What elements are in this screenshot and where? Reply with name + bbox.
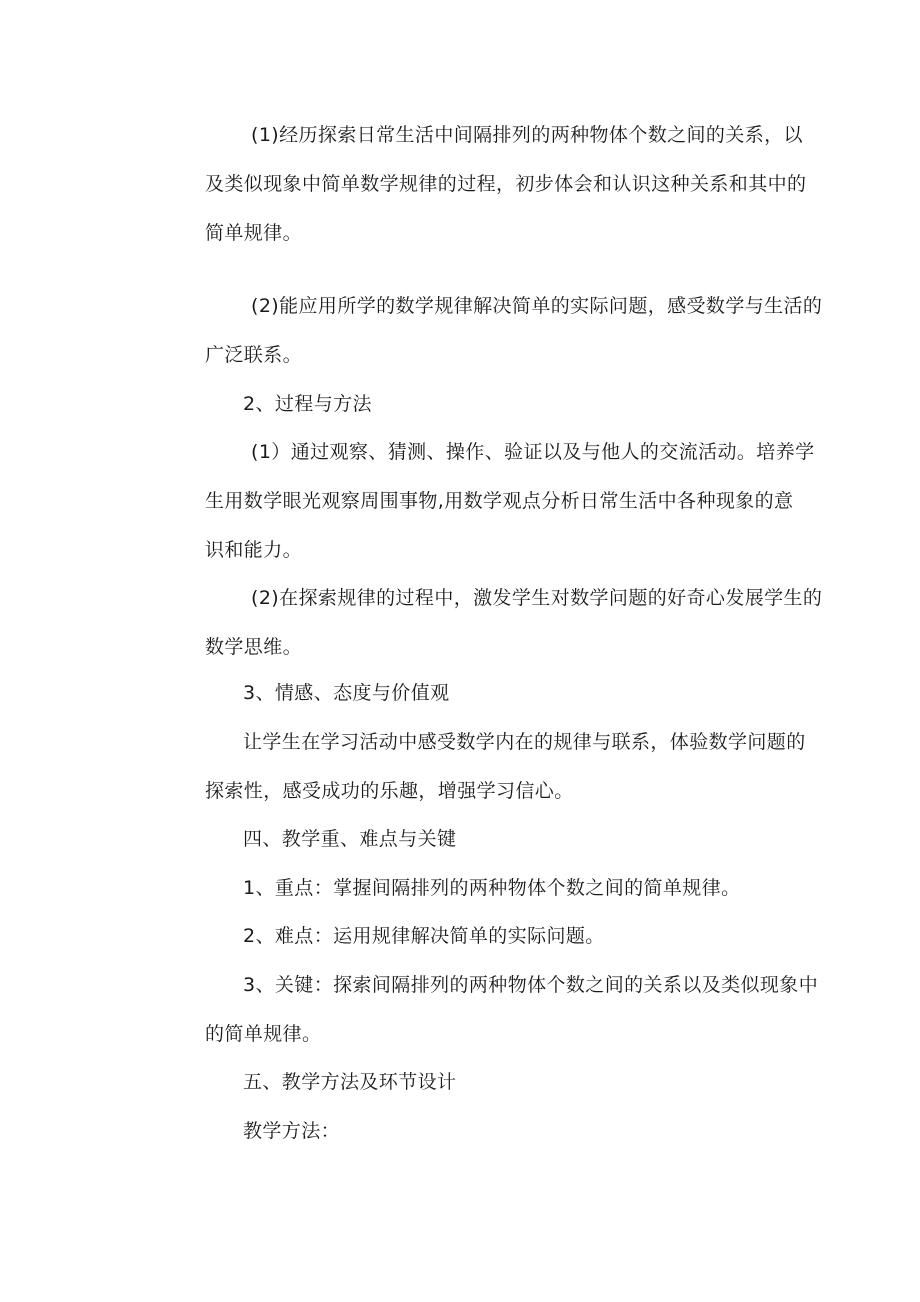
text-line: (1）通过观察、猜测、操作、验证以及与他人的交流活动。培养学 bbox=[251, 441, 815, 463]
paragraph-focus bbox=[205, 864, 835, 913]
heading-text: 四、教学重、难点与关键 bbox=[243, 828, 457, 850]
paragraph-teaching-method-label bbox=[205, 1107, 835, 1156]
section-heading-key-points bbox=[205, 815, 835, 864]
paragraph-process-2 bbox=[205, 574, 835, 672]
text-line: 让学生在学习活动中感受数学内在的规律与联系，体验数学问题的 bbox=[243, 731, 806, 753]
text-line: (1)经历探索日常生活中间隔排列的两种物体个数之间的关系，以 bbox=[251, 124, 803, 146]
section-heading-process-method bbox=[205, 380, 835, 429]
text-line: 及类似现象中简单数学规律的过程，初步体会和认识这种关系和其中的 bbox=[205, 173, 807, 195]
section-heading-teaching-method bbox=[205, 1058, 835, 1107]
heading-text: 2、过程与方法 bbox=[243, 393, 372, 415]
text-line: (2)在探索规律的过程中，激发学生对数学问题的好奇心发展学生的 bbox=[251, 587, 823, 609]
text-line: 3、关键：探索间隔排列的两种物体个数之间的关系以及类似现象中 bbox=[243, 974, 819, 996]
heading-text: 五、教学方法及环节设计 bbox=[243, 1071, 457, 1093]
text-line: 数学思维。 bbox=[205, 636, 303, 658]
text-line: 识和能力。 bbox=[205, 539, 303, 561]
paragraph-difficulty bbox=[205, 912, 835, 961]
text-line: 简单规律。 bbox=[205, 222, 303, 244]
text-line: 广泛联系。 bbox=[205, 344, 303, 366]
section-heading-attitude-values bbox=[205, 669, 835, 718]
paragraph-attitude bbox=[205, 718, 835, 816]
text-line: 2、难点：运用规律解决简单的实际问题。 bbox=[243, 925, 605, 947]
paragraph-objective-2 bbox=[205, 282, 835, 380]
paragraph-process-1 bbox=[205, 428, 835, 575]
text-line: 生用数学眼光观察周围事物,用数学观点分析日常生活中各种现象的意 bbox=[205, 490, 794, 512]
text-line: 的简单规律。 bbox=[205, 1023, 322, 1045]
text-line: 1、重点：掌握间隔排列的两种物体个数之间的简单规律。 bbox=[243, 877, 741, 899]
paragraph-objective-1 bbox=[205, 111, 835, 258]
text-line: 教学方法： bbox=[243, 1120, 341, 1142]
text-line: (2)能应用所学的数学规律解决简单的实际问题，感受数学与生活的 bbox=[251, 295, 823, 317]
heading-text: 3、情感、态度与价值观 bbox=[243, 682, 450, 704]
text-line: 探索性，感受成功的乐趣，增强学习信心。 bbox=[205, 780, 574, 802]
paragraph-key bbox=[205, 961, 835, 1059]
